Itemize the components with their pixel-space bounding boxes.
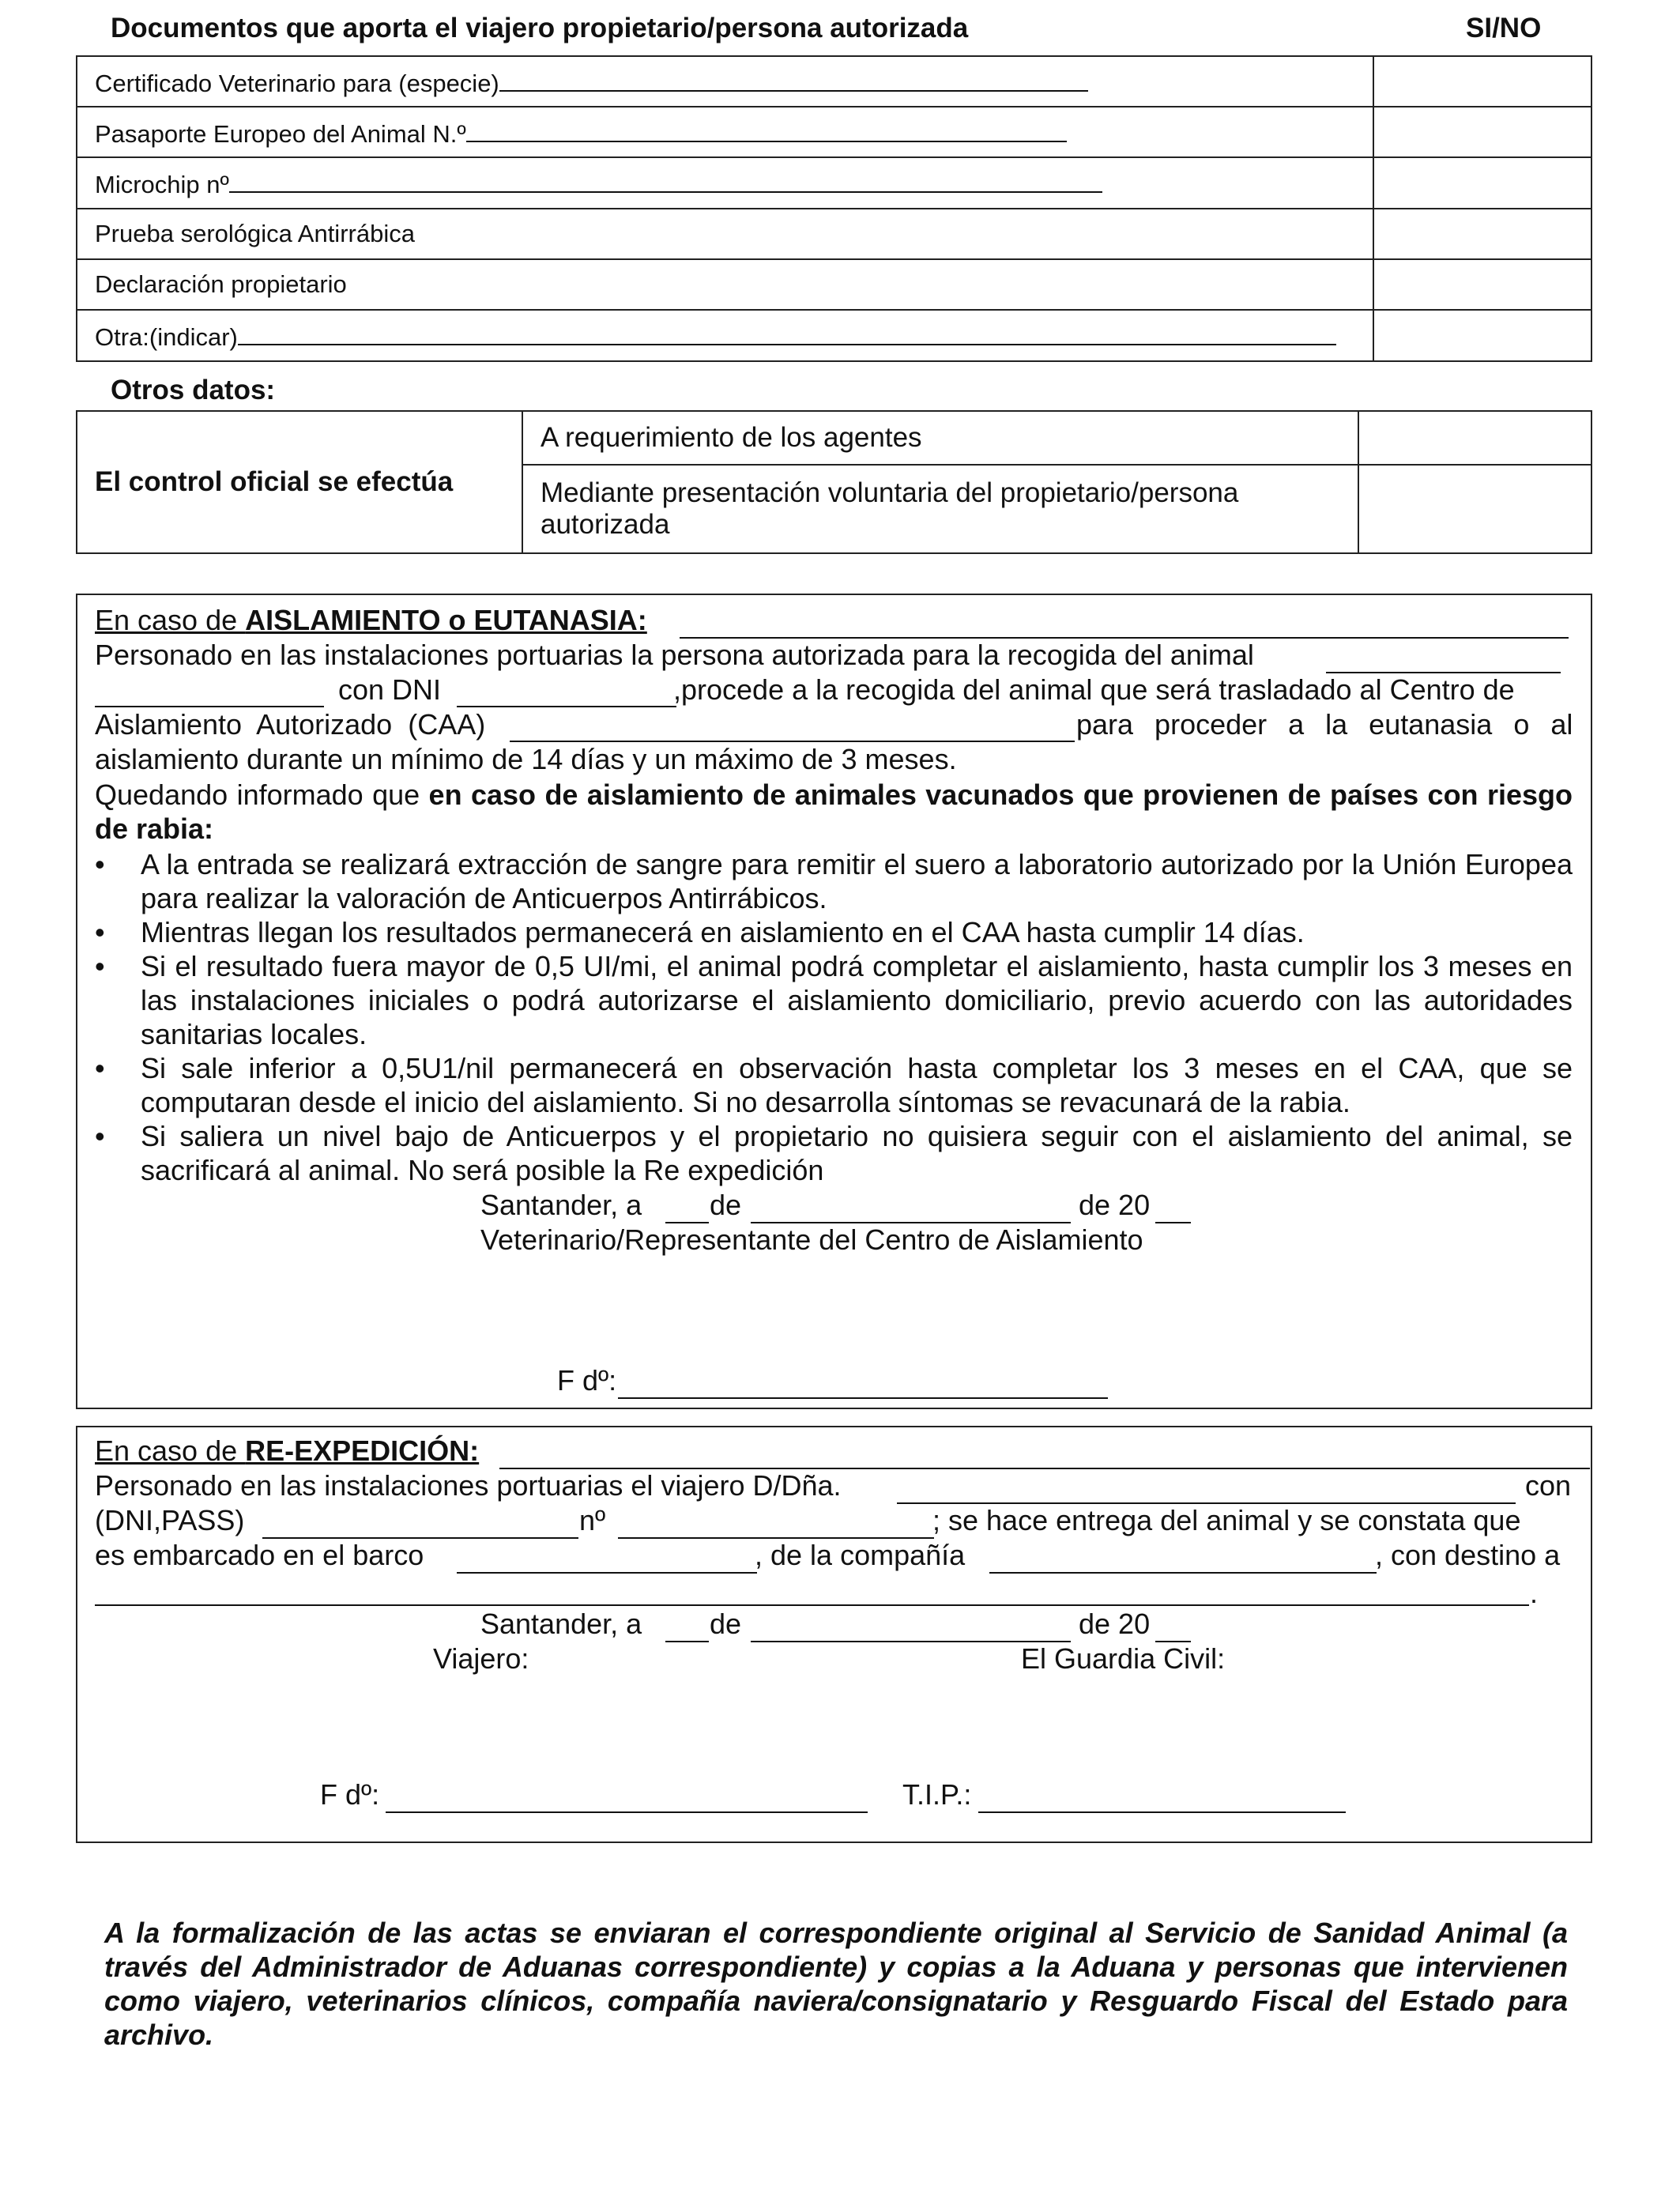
informed-paragraph [95,778,1573,846]
document-row [77,107,1591,157]
caa-field[interactable] [510,741,1075,742]
signature-field[interactable] [386,1811,868,1813]
document-row [77,259,1591,310]
documents-table [76,55,1592,362]
list-item: • Si saliera un nivel bajo de Anticuerpos y el propietario no quisiera seguir con el aislamiento del animal, se sacrificará al animal. No será posible la Re expedición [95,1119,1573,1187]
control-option-label: A requerimiento de los agentes [522,411,1358,465]
isolation-title-bold: AISLAMIENTO o EUTANASIA: [245,604,647,636]
authorized-person-field-continued[interactable] [95,706,324,707]
yes-no-cell[interactable] [1358,465,1591,553]
document-cell [77,56,1373,107]
signature-field[interactable] [618,1397,1108,1399]
documents-header: Documentos que aporta el viajero propietario/persona autorizada [111,13,969,43]
guard-label: El Guardia Civil: [1021,1642,1226,1675]
reexpedition-de-2: de 20 [1079,1608,1151,1640]
yes-no-cell[interactable] [1373,259,1591,310]
document-cell [77,259,1373,310]
reexpedition-company-label: , de la compañía [755,1539,966,1571]
document-cell [77,107,1373,157]
ship-field[interactable] [457,1572,757,1574]
reexpedition-period: . [1530,1577,1539,1609]
isolation-place: Santander, a [480,1189,642,1221]
traveller-label: Viajero: [433,1642,529,1675]
isolation-signer: Veterinario/Representante del Centro de Aislamiento [480,1223,1143,1256]
day-field[interactable] [665,1641,709,1642]
document-cell [77,157,1373,209]
tip-label: T.I.P.: [902,1778,972,1811]
document-row [77,56,1591,107]
informed-prefix: Quedando informado que [95,778,429,811]
passport-number-field[interactable] [466,116,1067,142]
list-item: • Mientras llegan los resultados permanecerá en aislamiento en el CAA hasta cumplir 14 días. [95,915,1573,949]
isolation-line-1: Personado en las instalaciones portuarias la persona autorizada para la recogida del animal [95,639,1254,671]
isolation-de-1: de [710,1189,742,1221]
document-label: Prueba serológica Antirrábica [95,220,415,247]
year-field[interactable] [1155,1222,1191,1223]
document-label: Otra:(indicar) [95,323,238,351]
other-document-field[interactable] [238,319,1336,345]
yes-no-cell[interactable] [1373,209,1591,259]
isolation-title-prefix: En caso de [95,604,246,636]
reexpedition-title-bold: RE-EXPEDICIÓN: [245,1434,480,1467]
document-label: Certificado Veterinario para (especie) [95,69,499,97]
reexpedition-signature-label: F dº: [320,1778,380,1811]
yes-no-header: SI/NO [1466,13,1542,43]
document-row [77,157,1591,209]
isolation-caa-label: Aislamiento Autorizado (CAA) [95,708,486,741]
footer-note: A la formalización de las actas se enviaran el correspondiente original al Servicio de Sanidad Animal (a través del Administrador de Aduanas correspondiente) y copias a la Aduana y personas que intervienen como viajero, veterinarios clínicos, compañía naviera/consignatario y Resguardo Fiscal del Estado para archivo. [104,1917,1568,2051]
other-data-heading: Otros datos: [111,375,276,405]
species-field[interactable] [499,66,1088,92]
reexpedition-con: con [1525,1469,1572,1502]
control-option-label: Mediante presentación voluntaria del propietario/persona autorizada [522,465,1358,553]
destination-field[interactable] [95,1604,1529,1606]
reexpedition-title-prefix: En caso de [95,1434,246,1467]
control-row [77,411,1591,465]
list-item: • Si sale inferior a 0,5U1/nil permanecerá en observación hasta completar los 3 meses en el CAA, que se computaran desde el inicio del aislamiento. Si no desarrolla síntomas se revacunará de la rabia. [95,1051,1573,1119]
document-label: Microchip nº [95,171,229,198]
yes-no-cell[interactable] [1373,107,1591,157]
isolation-line-3: para proceder a la eutanasia o al [1076,708,1573,741]
isolation-conditions-list [95,847,1573,1187]
reexpedition-de-1: de [710,1608,742,1640]
reexpedition-no-label: nº [579,1504,606,1536]
informed-bold: en caso de aislamiento de animales vacunados que provienen de países con riesgo de rabia: [95,778,1573,845]
isolation-line-4: aislamiento durante un mínimo de 14 días y un máximo de 3 meses. [95,743,957,775]
control-label: El control oficial se efectúa [77,411,522,553]
reexpedition-line-1: Personado en las instalaciones portuarias el viajero D/Dña. [95,1469,842,1502]
reexpedition-place: Santander, a [480,1608,642,1640]
other-data-table [76,410,1592,554]
tip-field[interactable] [978,1811,1346,1813]
dni-field[interactable] [457,706,676,707]
reexpedition-title [95,1434,479,1468]
reexpedition-line-2: ; se hace entrega del animal y se constata que [932,1504,1521,1536]
reexpedition-dni-label: (DNI,PASS) [95,1504,245,1536]
isolation-title [95,604,647,637]
document-label: Declaración propietario [95,270,347,298]
yes-no-cell[interactable] [1373,56,1591,107]
document-row [77,310,1591,361]
microchip-field[interactable] [229,167,1102,193]
list-item: • A la entrada se realizará extracción de sangre para remitir el suero a laboratorio autorizado por la Unión Europea para realizar la valoración de Anticuerpos Antirrábicos. [95,847,1573,915]
isolation-line-2: ,procede a la recogida del animal que será trasladado al Centro de [673,673,1515,706]
yes-no-cell[interactable] [1373,157,1591,209]
yes-no-cell[interactable] [1358,411,1591,465]
company-field[interactable] [989,1572,1377,1574]
document-cell [77,310,1373,361]
document-label: Pasaporte Europeo del Animal N.º [95,119,466,148]
reexpedition-ship-label: es embarcado en el barco [95,1539,424,1571]
reexpedition-destination-label: , con destino a [1375,1539,1561,1571]
document-cell [77,209,1373,259]
isolation-signature-label: F dº: [557,1364,617,1397]
document-row [77,209,1591,259]
isolation-de-2: de 20 [1079,1189,1151,1221]
isolation-dni-label: con DNI [338,673,442,706]
list-item: • Si el resultado fuera mayor de 0,5 UI/mi, el animal podrá completar el aislamiento, hasta cumplir los 3 meses en las instalaciones iniciales o podrá autorizarse el aislamiento domiciliario, previo acuerdo con las autoridades sanitarias locales. [95,949,1573,1051]
yes-no-cell[interactable] [1373,310,1591,361]
